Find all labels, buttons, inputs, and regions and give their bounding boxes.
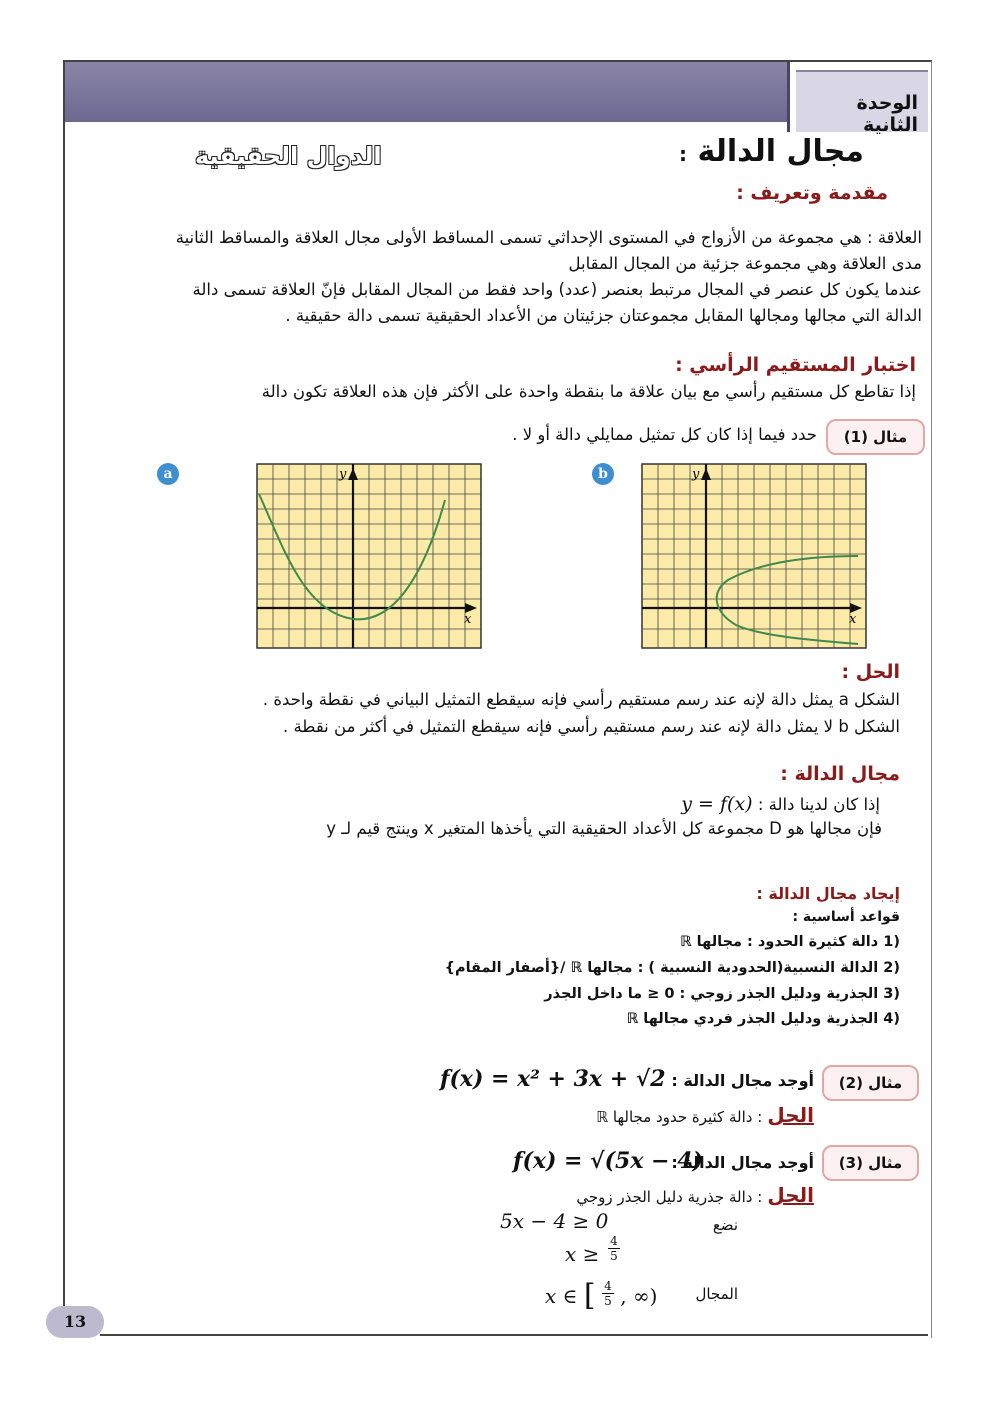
graph-a [255,462,483,650]
rule-3 [544,986,900,1002]
graph-b [640,462,868,650]
rule-4 [627,1011,900,1027]
example-2-function: f(x) = x² + 3x + √2 [440,1066,666,1092]
example-3-domain-den: 5 [604,1294,612,1308]
vertical-test-heading: اختبار المستقيم الرأسي : [675,354,916,376]
vertical-test-text: إذا تقاطع كل مستقيم رأسي مع بيان علاقة ما بنقطة واحدة على الأكثر فإن هذه العلاقة تكون دالة [261,382,916,401]
rule-4-text: الجذرية ودليل الجذر فردي مجالها ℝ [626,1011,879,1027]
graph-b-x-label: x [849,612,857,627]
example-2-solution [596,1103,814,1128]
domain-def-heading: مجال الدالة : [780,763,900,785]
domain-def-line-1-text: إذا كان لدينا دالة : [757,795,880,814]
unit-tab-container [787,62,930,136]
intro-line-2: مدى العلاقة وهي مجموعة جزئية من المجال المقابل [568,254,922,273]
graph-b-badge: b [592,463,614,485]
example-3-tag: مثال (3) [822,1145,919,1181]
rule-4-num: (4 [883,1011,900,1027]
example-3-domain-left: x ∈ [545,1284,578,1308]
example-3-sol-text: : دالة جذرية دليل الجذر زوجي [576,1188,763,1206]
example-3-step1-math: 5x − 4 ≥ 0 [500,1209,609,1233]
rule-3-text: الجذرية ودليل الجذر زوجي : 0 ≤ ما داخل الجذر [544,986,879,1002]
example-3-step2-num: 4 [608,1234,620,1249]
example-3-domain-right: , ∞) [620,1284,658,1308]
graph-a-x-label: x [464,612,472,627]
chapter-title: الدوال الحقيقية [195,142,382,170]
section-title [679,134,864,169]
example-3-prompt: أوجد مجال الدالة : [671,1153,814,1172]
example-3-step1-label: نضع [712,1216,738,1234]
solution-1-heading: الحل : [841,661,900,683]
intro-line-3: عندما يكون كل عنصر في المجال مرتبط بعنصر (عدد) واحد فقط من المجال المقابل فإنّ العلاقة تسمى دالة [192,280,922,299]
finding-domain-subheading: قواعد أساسية : [792,909,900,925]
graph-a-badge: a [157,463,179,485]
example-1-tag: مثال (1) [826,419,925,455]
section-title-text: مجال الدالة [697,134,864,169]
finding-domain-heading: إيجاد مجال الدالة : [756,884,900,903]
example-3-domain-interval [545,1276,657,1316]
rule-2 [445,960,900,976]
intro-line-4: الدالة التي مجالها ومجالها المقابل مجموعتان جزئيتان من الأعداد الحقيقية تسمى دالة حقيقية . [285,306,922,325]
example-3-step2-fraction [608,1234,620,1263]
rule-1-num: (1 [883,934,900,950]
unit-label: الوحدة الثانية [856,92,918,136]
intro-heading: مقدمة وتعريف : [736,182,888,204]
example-3-domain-label: المجال [695,1285,738,1303]
example-3-sol-label: الحل [767,1183,814,1207]
example-2-prompt: أوجد مجال الدالة : [671,1071,814,1090]
rule-2-text: الدالة النسبية(الحدودية النسبية ) : مجالها ℝ /{أصفار المقام} [444,960,879,976]
graph-b-y-label: y [692,467,700,482]
intro-line-1: العلاقة : هي مجموعة من الأزواج في المستوى الإحداثي تسمى المساقط الأولى مجال العلاقة والمساقط الثانية [175,228,922,247]
example-3-step2-den: 5 [610,1249,618,1263]
rule-1 [680,934,900,950]
rule-1-text: دالة كثيرة الحدود : مجالها ℝ [680,934,879,950]
rule-2-num: (2 [883,960,900,976]
page-bottom-rule [100,1334,928,1336]
example-3-domain-bracket: [ [583,1278,596,1313]
example-3-function: f(x) = √(5x − 4) [513,1148,703,1174]
domain-def-line-2: فإن مجالها هو D مجموعة كل الأعداد الحقيقية التي يأخذها المتغير x وينتج قيم لـ y [326,819,882,838]
domain-def-line-1 [180,793,880,816]
example-3-domain-num: 4 [602,1279,614,1294]
graph-a-y-label: y [339,467,347,482]
page-number: 13 [46,1306,104,1338]
solution-1-line-b: الشكل b لا يمثل دالة لإنه عند رسم مستقيم رأسي فإنه سيقطع التمثيل في أكثر من نقطة . [282,717,900,736]
example-2-sol-text: : دالة كثيرة حدود مجالها ℝ [596,1108,763,1126]
example-3-step2-math: x ≥ [565,1242,600,1266]
example-3-solution [576,1183,814,1208]
example-3-domain-fraction [602,1279,614,1308]
rule-3-num: (3 [883,986,900,1002]
example-2-tag: مثال (2) [822,1065,919,1101]
domain-def-line-1-math: y = f(x) [681,793,753,815]
example-2-sol-label: الحل [767,1103,814,1127]
unit-tab [796,70,928,136]
example-1-text: حدد فيما إذا كان كل تمثيل ممايلي دالة أو لا . [512,425,817,444]
section-title-colon: : [678,142,687,166]
solution-1-line-a: الشكل a يمثل دالة لإنه عند رسم مستقيم رأسي فإنه سيقطع التمثيل البياني في نقطة واحدة . [262,690,900,709]
